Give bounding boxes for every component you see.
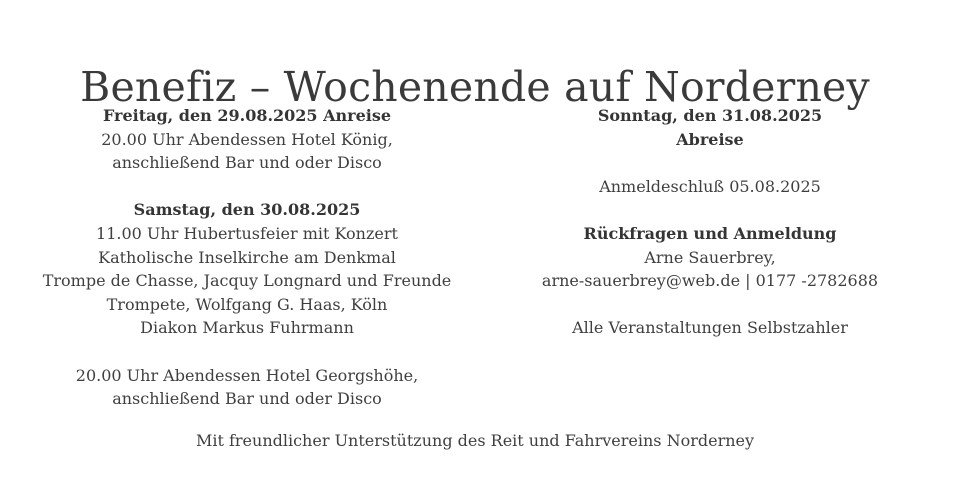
schedule-right-column [500, 104, 920, 340]
friday-line: anschließend Bar und oder Disco [112, 153, 382, 173]
spacer [500, 151, 920, 175]
saturday-evening-line: anschließend Bar und oder Disco [112, 389, 382, 409]
contact-details: arne-sauerbrey@web.de | 0177 -2782688 [541, 271, 879, 291]
spacer [20, 175, 474, 199]
friday-heading: Freitag, den 29.08.2025 Anreise [102, 106, 392, 125]
spacer [500, 293, 920, 317]
schedule-left-column [20, 104, 474, 411]
registration-deadline: Anmeldeschluß 05.08.2025 [599, 176, 821, 196]
contact-heading: Rückfragen und Anmeldung [583, 223, 837, 243]
sunday-heading: Sonntag, den 31.08.2025 [597, 106, 823, 125]
spacer [20, 340, 474, 364]
saturday-heading: Samstag, den 30.08.2025 [133, 200, 361, 220]
spacer [500, 198, 920, 222]
sponsor-footer: Mit freundlicher Unterstützung des Reit und Fahrvereins Norderney [195, 431, 755, 450]
saturday-line: Katholische Inselkirche am Denkmal [98, 247, 396, 267]
saturday-line: Diakon Markus Fuhrmann [140, 318, 354, 338]
sunday-subheading: Abreise [676, 129, 744, 149]
saturday-line: Trompete, Wolfgang G. Haas, Köln [106, 294, 388, 314]
saturday-line: 11.00 Uhr Hubertusfeier mit Konzert [96, 223, 398, 243]
saturday-evening-line: 20.00 Uhr Abendessen Hotel Georgshöhe, [75, 365, 419, 385]
cost-note: Alle Veranstaltungen Selbstzahler [572, 318, 848, 338]
page-title: Benefiz – Wochenende auf Norderney [80, 63, 870, 112]
friday-line: 20.00 Uhr Abendessen Hotel König, [101, 129, 393, 149]
saturday-line: Trompe de Chasse, Jacquy Longnard und Freunde [42, 271, 452, 291]
contact-name: Arne Sauerbrey, [644, 247, 776, 267]
